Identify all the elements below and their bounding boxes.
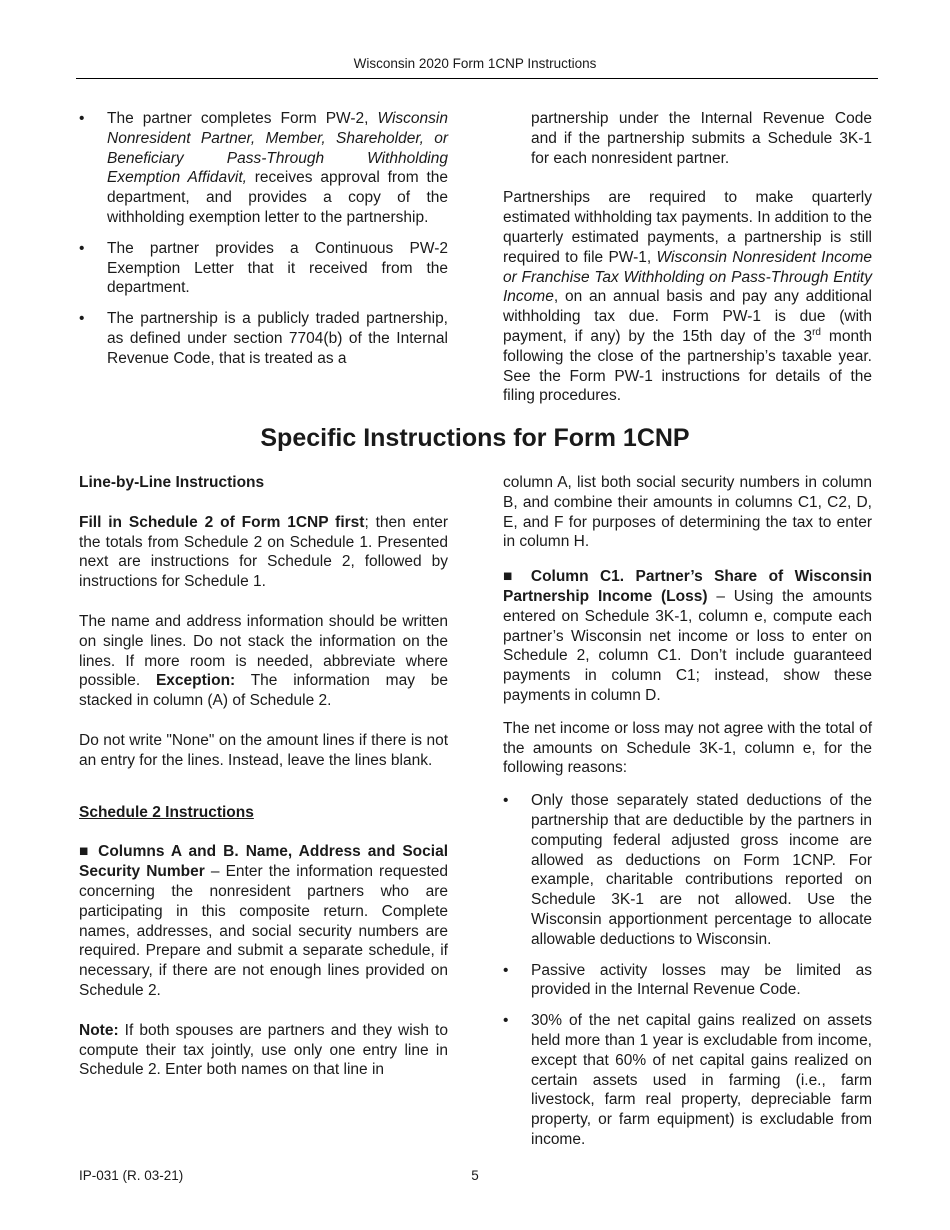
withholding-paragraph: Partnerships are required to make quarterly estimated withholding tax payments. In addition to the quarterly estimated payments, a partnership is still required to file PW-1, Wisconsin Nonresident Income or Franchise Tax Withholding on Pass-Through Entity Income, on an annual basis and pay any additional withholding tax due. Form PW-1 is due (with payment, if any) by the 15th day of the 3rd month following the close of the partnership’s taxable year. See the Form PW-1 instructions for details of the filing procedures. [503,189,872,405]
paragraph: column A, list both social security numbers in column B, and combine their amounts in columns C1, C2, D, E, and F for purposes of determining the tax to enter in column H. [503,474,872,551]
bullet-icon: • [503,792,509,810]
top-left-column [79,109,448,369]
right-column [503,473,872,1150]
list-item: • The partner provides a Continuous PW-2 Exemption Letter that it received from the department. [79,239,448,297]
bullet-icon: • [79,310,85,328]
header-divider [76,78,878,79]
paragraph: ■ Columns A and B. Name, Address and Social Security Number – Enter the information requested concerning the nonresident partners who are participating in this composite return. Complete names, addresses, and social security numbers are required. Prepare and submit a separate schedule, if necessary, if there are not enough lines provided on Schedule 2. [79,843,448,999]
paragraph: Note: If both spouses are partners and they wish to compute their tax jointly, use only one entry line in Schedule 2. Enter both names on that line in [79,1021,448,1079]
list-item: • Only those separately stated deductions of the partnership that are deductible by the partners in computing federal adjusted gross income are allowed as deductions on Form 1CNP. For example, charitable contributions reported on Schedule 3K-1 are not allowed. Use the Wisconsin apportionment percentage to allocate allowable deductions to Wisconsin. [503,792,872,948]
bullet-icon: • [79,110,85,127]
left-column [79,473,448,1080]
top-right-column [503,109,872,406]
bullet-icon: • [503,1012,509,1030]
form-identifier: IP-031 (R. 03-21) [79,1168,184,1183]
bullet-icon: • [503,961,509,979]
list-item: • Passive activity losses may be limited as provided in the Internal Revenue Code. [503,961,872,999]
bullet-continuation: partnership under the Internal Revenue Code and if the partnership submits a Schedule 3K-1 for each nonresident partner. [531,110,872,167]
section-title: Specific Instructions for Form 1CNP [260,424,690,452]
paragraph: The name and address information should be written on single lines. Do not stack the information on the lines. If more room is needed, abbreviate where possible. Exception: The information may be stacked in column (A) of Schedule 2. [79,612,448,710]
paragraph: ■ Column C1. Partner’s Share of Wisconsin Partnership Income (Loss) – Using the amounts entered on Schedule 3K-1, column e, compute each partner’s Wisconsin net income or loss to enter on Schedule 2, column C1. Don’t include guaranteed payments in column C1; instead, show these payments in column D. [503,568,872,704]
paragraph: Do not write "None" on the amount lines if there is not an entry for the lines. Instead, leave the lines blank. [79,731,448,769]
schedule-2-heading: Schedule 2 Instructions [79,803,254,821]
exemption-bullet-list [79,109,448,369]
reasons-bullet-list [503,791,872,1150]
list-item: • 30% of the net capital gains realized on assets held more than 1 year is excludable from income, except that 60% of net capital gains realized on certain assets used in farming (i.e., farm livestock, farm real property, depreciable farm property, or farm equipment) is excludable from income. [503,1012,872,1148]
list-item: • The partner completes Form PW-2, Wisconsin Nonresident Partner, Member, Shareholder, or Beneficiary Pass-Through Withholding Exemption Affidavit, receives approval from the department, and provides a copy of the withholding exemption letter to the partnership. [79,110,448,226]
list-item: • The partnership is a publicly traded partnership, as defined under section 7704(b) of the Internal Revenue Code, that is treated as a [79,310,448,367]
line-by-line-heading: Line-by-Line Instructions [79,474,265,491]
page-number: 5 [471,1168,479,1183]
paragraph: The net income or loss may not agree with the total of the amounts on Schedule 3K-1, column e, for the following reasons: [503,719,872,777]
bullet-icon: • [79,239,85,257]
paragraph: Fill in Schedule 2 of Form 1CNP first; then enter the totals from Schedule 2 on Schedule 1. Presented next are instructions for Schedule 2, followed by instructions for Schedule 1. [79,513,448,591]
page-header-title: Wisconsin 2020 Form 1CNP Instructions [353,56,597,71]
